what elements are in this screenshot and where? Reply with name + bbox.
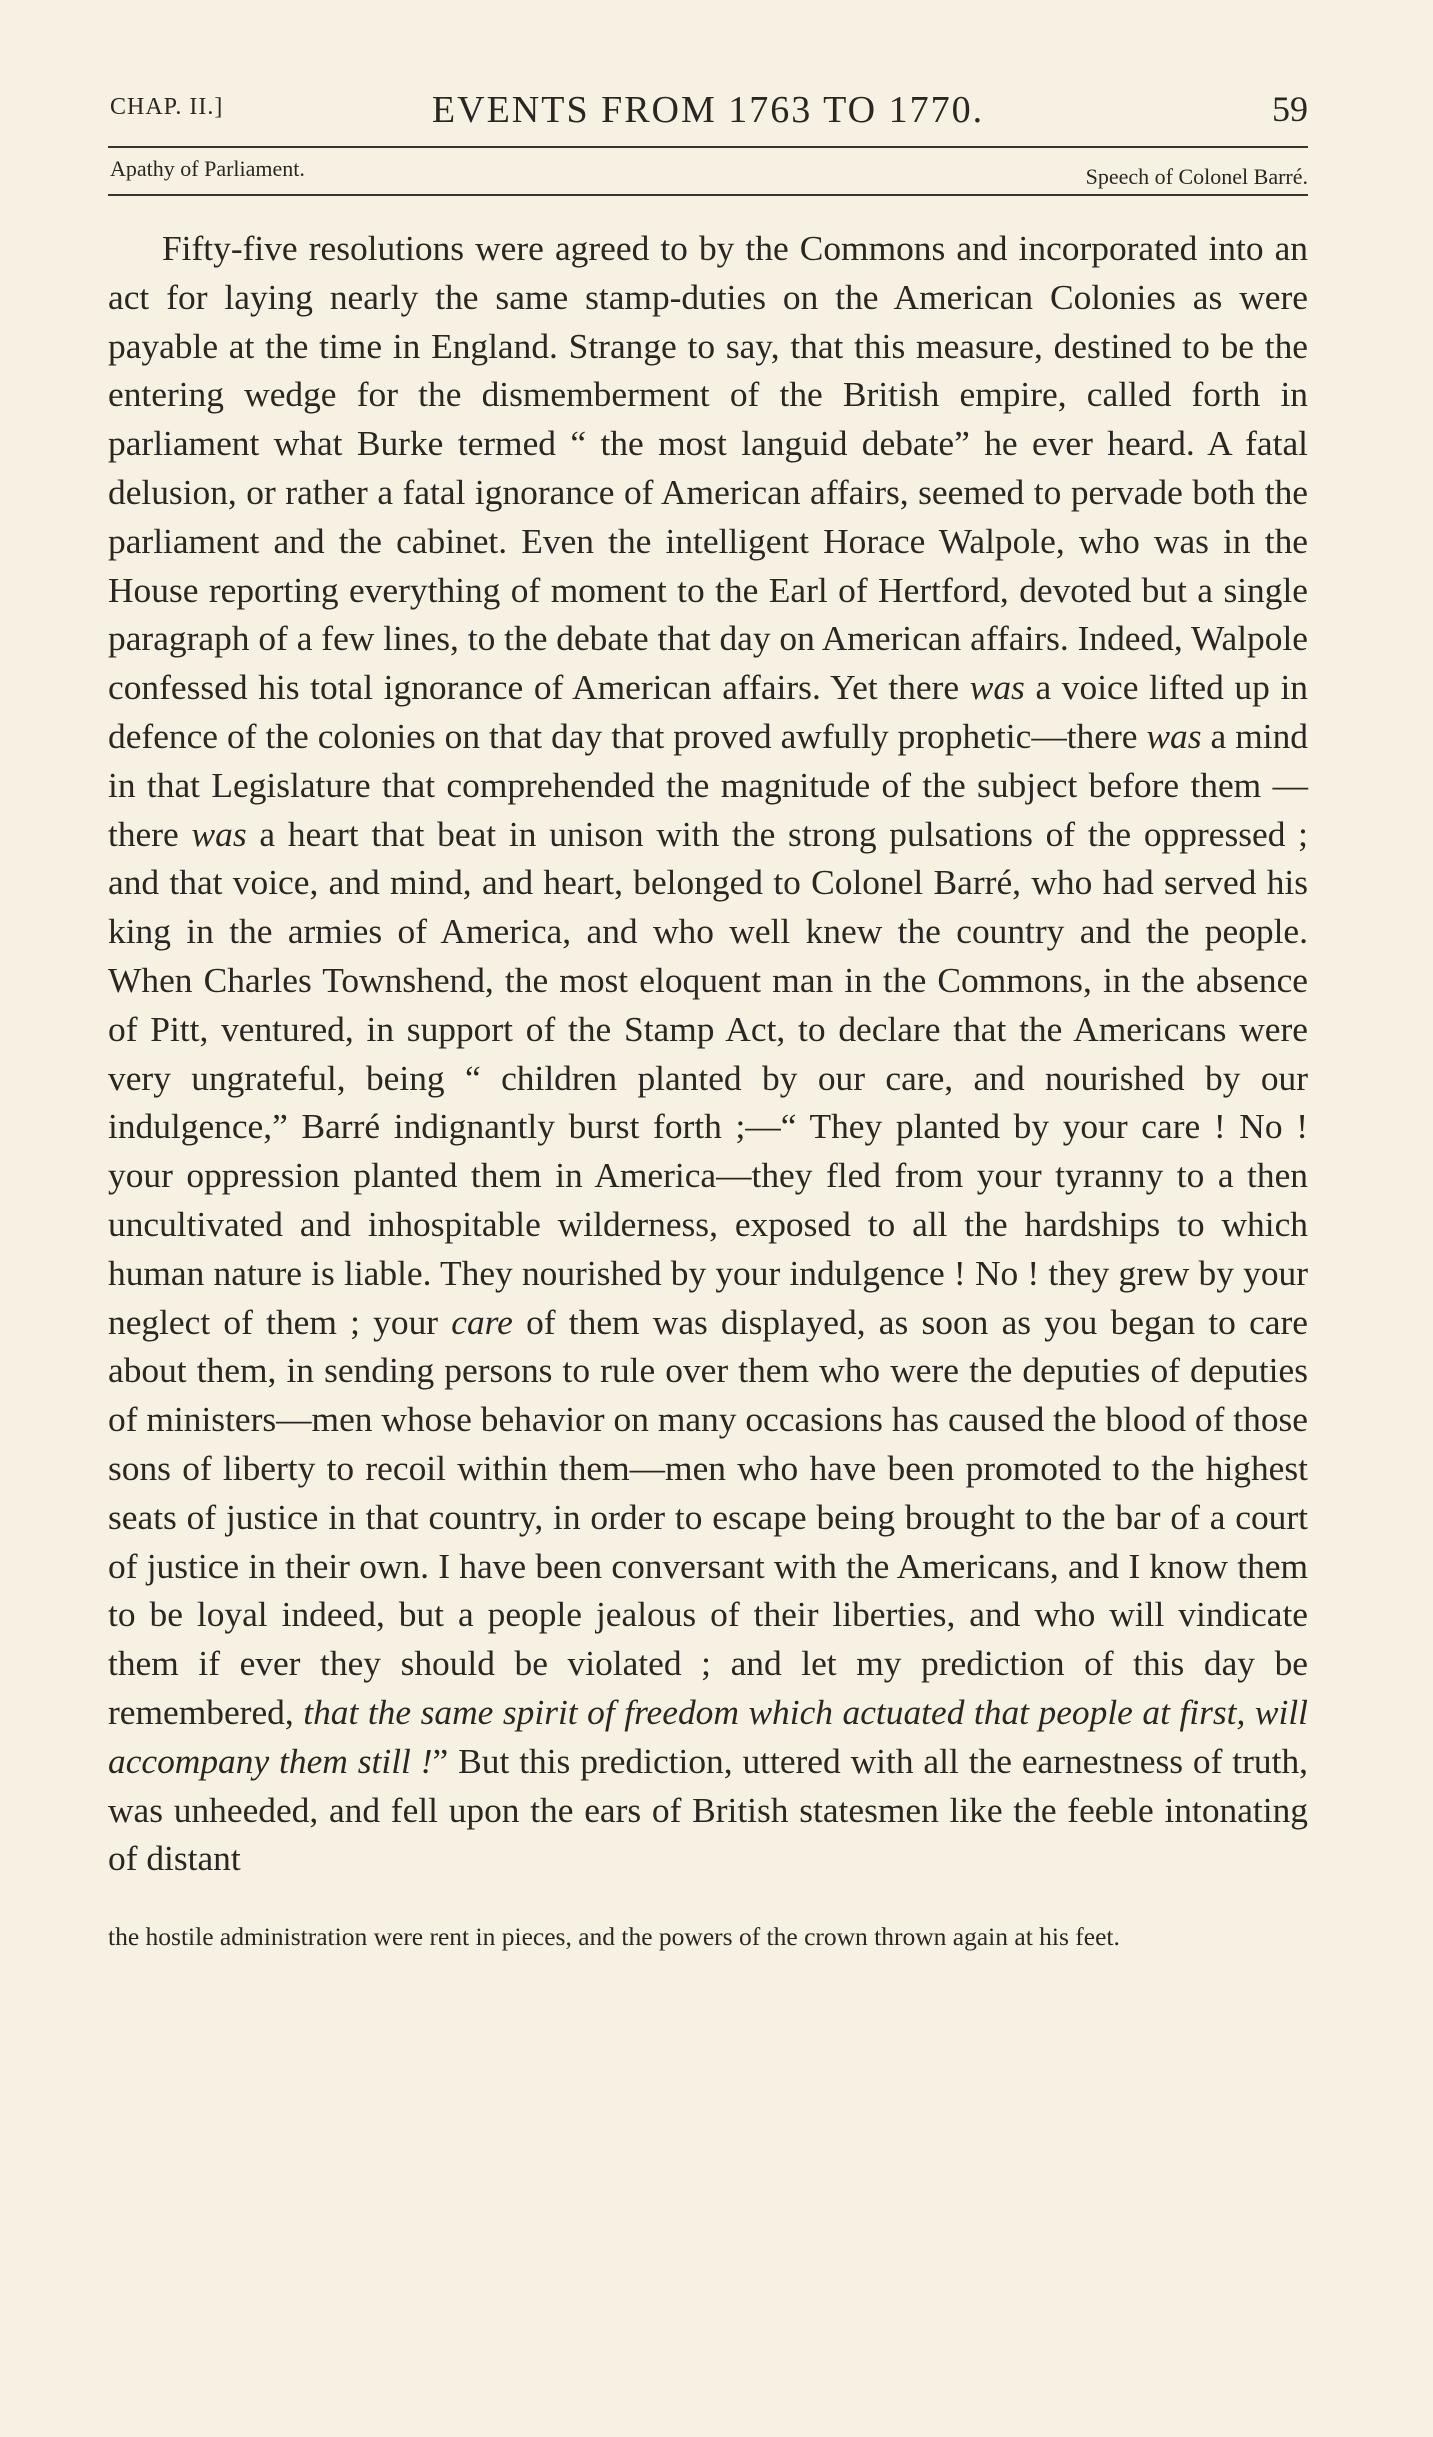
body-text-6: ” But this prediction, uttered with all the earnestness of truth, was unheeded, and fell upon the ears of British statesmen like the feeble intonating of distant bbox=[108, 1740, 1308, 1879]
body-text-5: of them was displayed, as soon as you began to care about them, in sending persons to rule over them who were the deputies of deputies of ministers—men whose behavior on many occasions has caused the blood of those sons of liberty to recoil within them—men who have been promoted to the highest seats of justice in that country, in order to escape being brought to the bar of a court of justice in their own. I have been conversant with the Americans, and I know them to be loyal indeed, but a people jealous of their liberties, and who will vindicate them if ever they should be violated ; and let my prediction of this day be remembered, bbox=[108, 1301, 1308, 1732]
subheader-right: Speech of Colonel Barré. bbox=[1085, 164, 1308, 189]
section-subheader bbox=[108, 150, 1308, 194]
subheader-left: Apathy of Parliament. bbox=[110, 156, 305, 181]
body-text-4: a heart that beat in unison with the strong pulsations of the oppressed ; and that voice, and mind, and heart, belonged to Colonel Barré, who had served his king in the armies of America, and who well knew the country and the people. When Charles Townshend, the most eloquent man in the Commons, in the absence of Pitt, ventured, in support of the Stamp Act, to declare that the Americans were very ungrateful, being “ children planted by our care, and nourished by our indulgence,” Barré indignantly burst forth ;—“ They planted by your care ! No ! your oppression planted them in America—they fled from your tyranny to a then uncultivated and inhospitable wilderness, exposed to all the hardships to which human nature is liable. They nourished by your indulgence ! No ! they grew by your neglect of them ; your bbox=[108, 813, 1309, 1342]
running-header bbox=[108, 88, 1308, 140]
header-rule bbox=[108, 146, 1308, 148]
body-text-3: a mind in that Legislature that comprehended the magnitude of the subject before them —there bbox=[108, 715, 1308, 854]
chapter-label: CHAP. II.] bbox=[110, 94, 224, 120]
emphasis-care: care bbox=[451, 1301, 513, 1342]
book-page bbox=[108, 88, 1308, 1982]
body-text-1: Fifty-five resolutions were agreed to by the Commons and incorporated into an act for laying nearly the same stamp-duties on the American Colonies as were payable at the time in England. Strange to say, that this measure, destined to be the entering wedge for the dismemberment of the British empire, called forth in parliament what Burke termed “ the most languid debate” he ever heard. A fatal delusion, or rather a fatal ignorance of American affairs, seemed to pervade both the parliament and the cabinet. Even the intelligent Horace Walpole, who was in the House reporting everything of moment to the Earl of Hertford, devoted but a single paragraph of a few lines, to the debate that day on American affairs. Indeed, Walpole confessed his total ignorance of American affairs. Yet there bbox=[108, 228, 1308, 708]
body-text-2: a voice lifted up in defence of the colonies on that day that proved awfully prophetic—there bbox=[108, 667, 1308, 756]
emphasis-was-3: was bbox=[191, 813, 247, 854]
emphasis-was-2: was bbox=[1146, 715, 1202, 756]
footnote: the hostile administration were rent in pieces, and the powers of the crown thrown again at his feet. bbox=[108, 1922, 1120, 1952]
page-title: EVENTS FROM 1763 TO 1770. bbox=[431, 89, 985, 131]
emphasis-was-1: was bbox=[969, 667, 1025, 708]
page-number: 59 bbox=[1272, 89, 1308, 129]
body-paragraph bbox=[108, 224, 1308, 1883]
subheader-rule bbox=[108, 194, 1308, 196]
italic-quote: that the same spirit of freedom which actuated that people at first, will accompany them still ! bbox=[108, 1691, 1309, 1781]
